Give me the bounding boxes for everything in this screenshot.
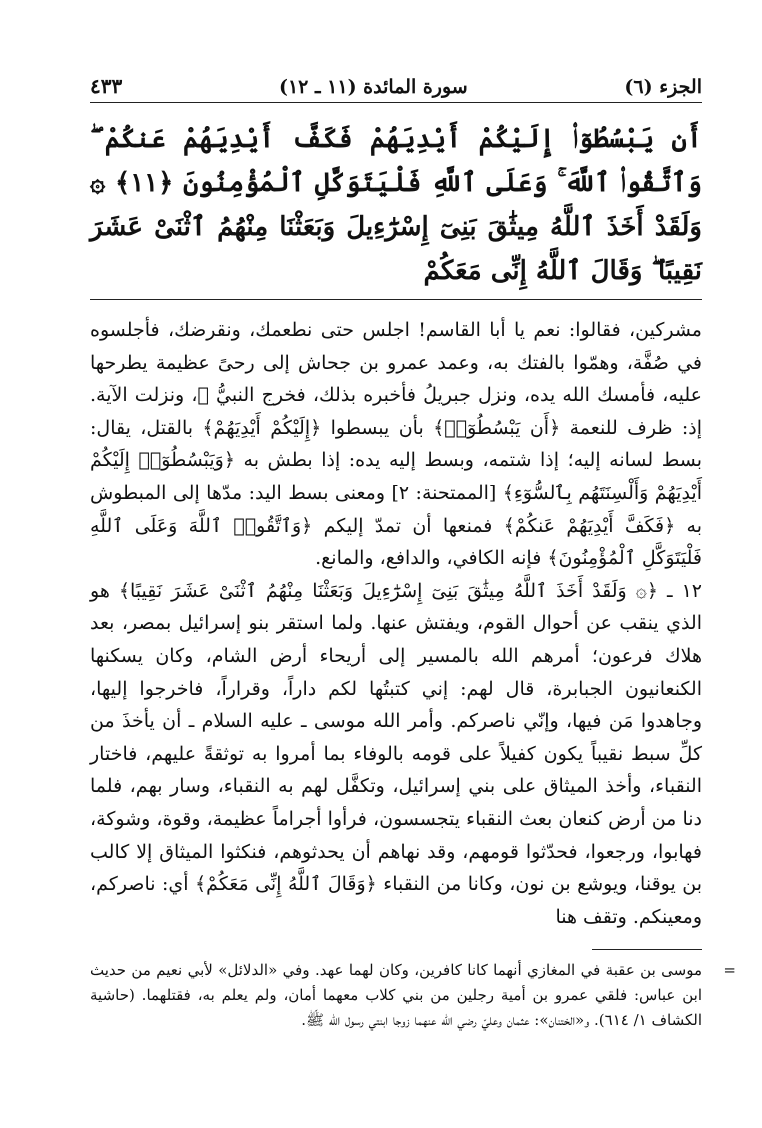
footnote-divider	[592, 949, 702, 950]
book-page	[90, 70, 736, 1033]
page-header	[90, 70, 702, 103]
body-paragraph: ١٢ ـ ﴿۞ وَلَقَدْ أَخَذَ ٱللَّهُ مِيثَٰقَ بَنِىٓ إِسْرَٰٓءِيلَ وَبَعَثْنَا مِنْهُمُ ٱثْنَىْ عَشَرَ نَقِيبًا﴾ هو الذي ينقب عن أحوال القوم، ويفتش عنها. ولما استقر بنو إسرائيل بمصر، بعد هلاك فرعون؛ أمرهم الله بالمسير إلى أريحاء أرض الشام، وكان يسكنها الكنعانيون الجبابرة، قال لهم: إني كتبتُها لكم داراً، وقراراً، فاخرجوا إليها، وجاهدوا مَن فيها، وإنّي ناصركم. وأمر الله موسى ـ عليه السلام ـ أن يأخذَ من كلِّ سبط نقيباً يكون كفيلاً على قومه بالوفاء بما أمروا به توثقةً عليهم، فاختار النقباء، وأخذ الميثاق على بني إسرائيل، وتكفَّل لهم به النقباء، وسار بهم، فلما دنا من أرض كنعان بعث النقباء يتجسسون، فرأوا أجراماً عظيمة، وقوة، وشوكة، فهابوا، ورجعوا، فحدّثوا قومهم، وقد نهاهم أن يحدثوهم، فنكثوا الميثاق إلا كالب بن يوقنا، ويوشع بن نون، وكانا من النقباء ﴿وَقَالَ ٱللَّهُ إِنِّى مَعَكُمْ﴾ أي: ناصركم، ومعينكم. وتقف هنا	[90, 579, 702, 928]
quran-verses: أَن يَبْسُطُوٓا۟ إِلَيْكُمْ أَيْدِيَهُمْ فَكَفَّ أَيْدِيَهُمْ عَنكُمْ ۖ وَٱتَّقُوا۟ ٱللَّهَ ۚ وَعَلَى ٱللَّهِ فَلْيَتَوَكَّلِ ٱلْمُؤْمِنُونَ ﴿١١﴾ ۞ وَلَقَدْ أَخَذَ ٱللَّهُ مِيثَٰقَ بَنِىٓ إِسْرَٰٓءِيلَ وَبَعَثْنَا مِنْهُمُ ٱثْنَىْ عَشَرَ نَقِيبًا ۖ وَقَالَ ٱللَّهُ إِنِّى مَعَكُمْ	[90, 124, 702, 286]
footnote-continuation-mark: =	[723, 961, 736, 980]
surah-title: سورة المائدة (١١ ـ ١٢)	[278, 76, 468, 98]
verse-divider	[90, 299, 702, 300]
page-number: ٤٣٣	[90, 74, 123, 98]
footnote	[90, 958, 736, 1033]
body-paragraph: مشركين، فقالوا: نعم يا أبا القاسم! اجلس حتى نطعمك، ونقرضك، فأجلسوه في صُفَّة، وهمّوا بالفتك به، وعمد عمرو بن جحاش إلى رحىً عظيمة يطرحها عليه، فأمسك الله يده، ونزل جبريلُ فأخبره بذلك، فخرج النبيُّ ﷺ، ونزلت الآية. إذ: ظرف للنعمة ﴿أَن يَبْسُطُوٓا۟﴾ بأن يبسطوا ﴿إِلَيْكُمْ أَيْدِيَهُمْ﴾ بالقتل، يقال: بسط لسانه إليه؛ إذا شتمه، وبسط إليه يده: إذا بطش به ﴿وَيَبْسُطُوٓا۟ إِلَيْكُمْ أَيْدِيَهُمْ وَأَلْسِنَتَهُم بِٱلسُّوٓءِ﴾ [الممتحنة: ٢] ومعنى بسط اليد: مدّها إلى المبطوش به ﴿فَكَفَّ أَيْدِيَهُمْ عَنكُمْ﴾ فمنعها أن تمدّ إليكم ﴿وَٱتَّقُوا۟ ٱللَّهَ وَعَلَى ٱللَّهِ فَلْيَتَوَكَّلِ ٱلْمُؤْمِنُونَ﴾ فإنه الكافي، والدافع، والمانع.	[90, 319, 703, 570]
part-label: الجزء (٦)	[624, 76, 702, 98]
footnote-text: موسى بن عقبة في المغازي أنهما كانا كافرين، وكان لهما عهد. وفي «الدلائل» لأبي نعيم من حديث ابن عباس: فلقي عمرو بن أمية رجلين من بني كلاب معهما أمان، ولم يعلم به، فقتلهما. (حاشية الكشاف ١/ ٦١٤). و«الختنان»: عثمان وعليّ رضي الله عنهما زوجا ابنتي رسول الله ﷺ.	[90, 961, 702, 1030]
tafsir-body	[90, 314, 702, 933]
